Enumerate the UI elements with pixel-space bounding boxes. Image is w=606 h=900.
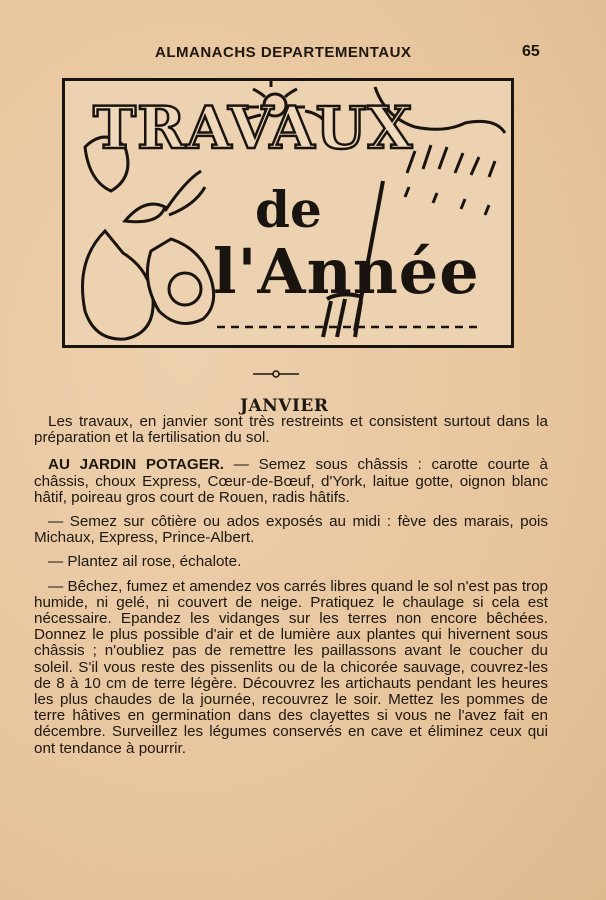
- article-body: [34, 414, 548, 765]
- banner-title-de: de: [255, 180, 322, 239]
- paragraph-intro: Les travaux, en janvier sont très restreints et consistent surtout dans la préparation et la fertilisation du sol.: [34, 413, 548, 447]
- run-in-heading: AU JARDIN POTAGER.: [48, 456, 225, 474]
- paragraph-potager: [34, 457, 548, 506]
- running-title: ALMANACHS DEPARTEMENTAUX: [155, 44, 412, 61]
- paragraph-bechez: — Bêchez, fumez et amendez vos carrés libres quand le sol n'est pas trop humide, ni gelé, ni couvert de neige. Pratiquez le chaulage si cela est nécessaire. Epandez les vidanges sur les terres non encore bêchées. Donnez le plus possible d'air et de lumière aux plantes qui hivernent sous châssis ; n'oubliez pas de remettre les paillassons avant le coucher du soleil. S'il vous reste des pissenlits ou de la chicorée sauvage, couvrez-les de 8 à 10 cm de terre légère. Découvrez les artichauts pendant les heures les plus chaudes de la journée, recouvrez le soir. Mettez les pommes de terre hâtives en germination dans des clayettes si vous ne l'avez fait en décembre. Surveillez les légumes conservés en cave et éliminez ceux qui ont tendance à pourrir.: [34, 577, 548, 757]
- banner-title-travaux: TRAVAUX: [93, 94, 414, 162]
- paragraph-potager-text: — Semez sous châssis : carotte courte à châssis, choux Express, Cœur-de-Bœuf, d'York, laitue gotte, oignon blanc hâtif, poireau gros court de Rouen, radis hâtifs.: [34, 456, 549, 506]
- month-heading: JANVIER: [240, 396, 329, 416]
- banner-title-annee: l'Année: [213, 235, 480, 308]
- paragraph-plantez: — Plantez ail rose, échalote.: [48, 553, 242, 571]
- title-banner: [62, 78, 514, 348]
- paragraph-cotiere: — Semez sur côtière ou ados exposés au midi : fève des marais, pois Michaux, Express, Prince-Albert.: [34, 513, 548, 547]
- page-number: 65: [522, 43, 540, 60]
- fruit-drawing: [83, 137, 214, 339]
- divider-ornament: [253, 368, 299, 380]
